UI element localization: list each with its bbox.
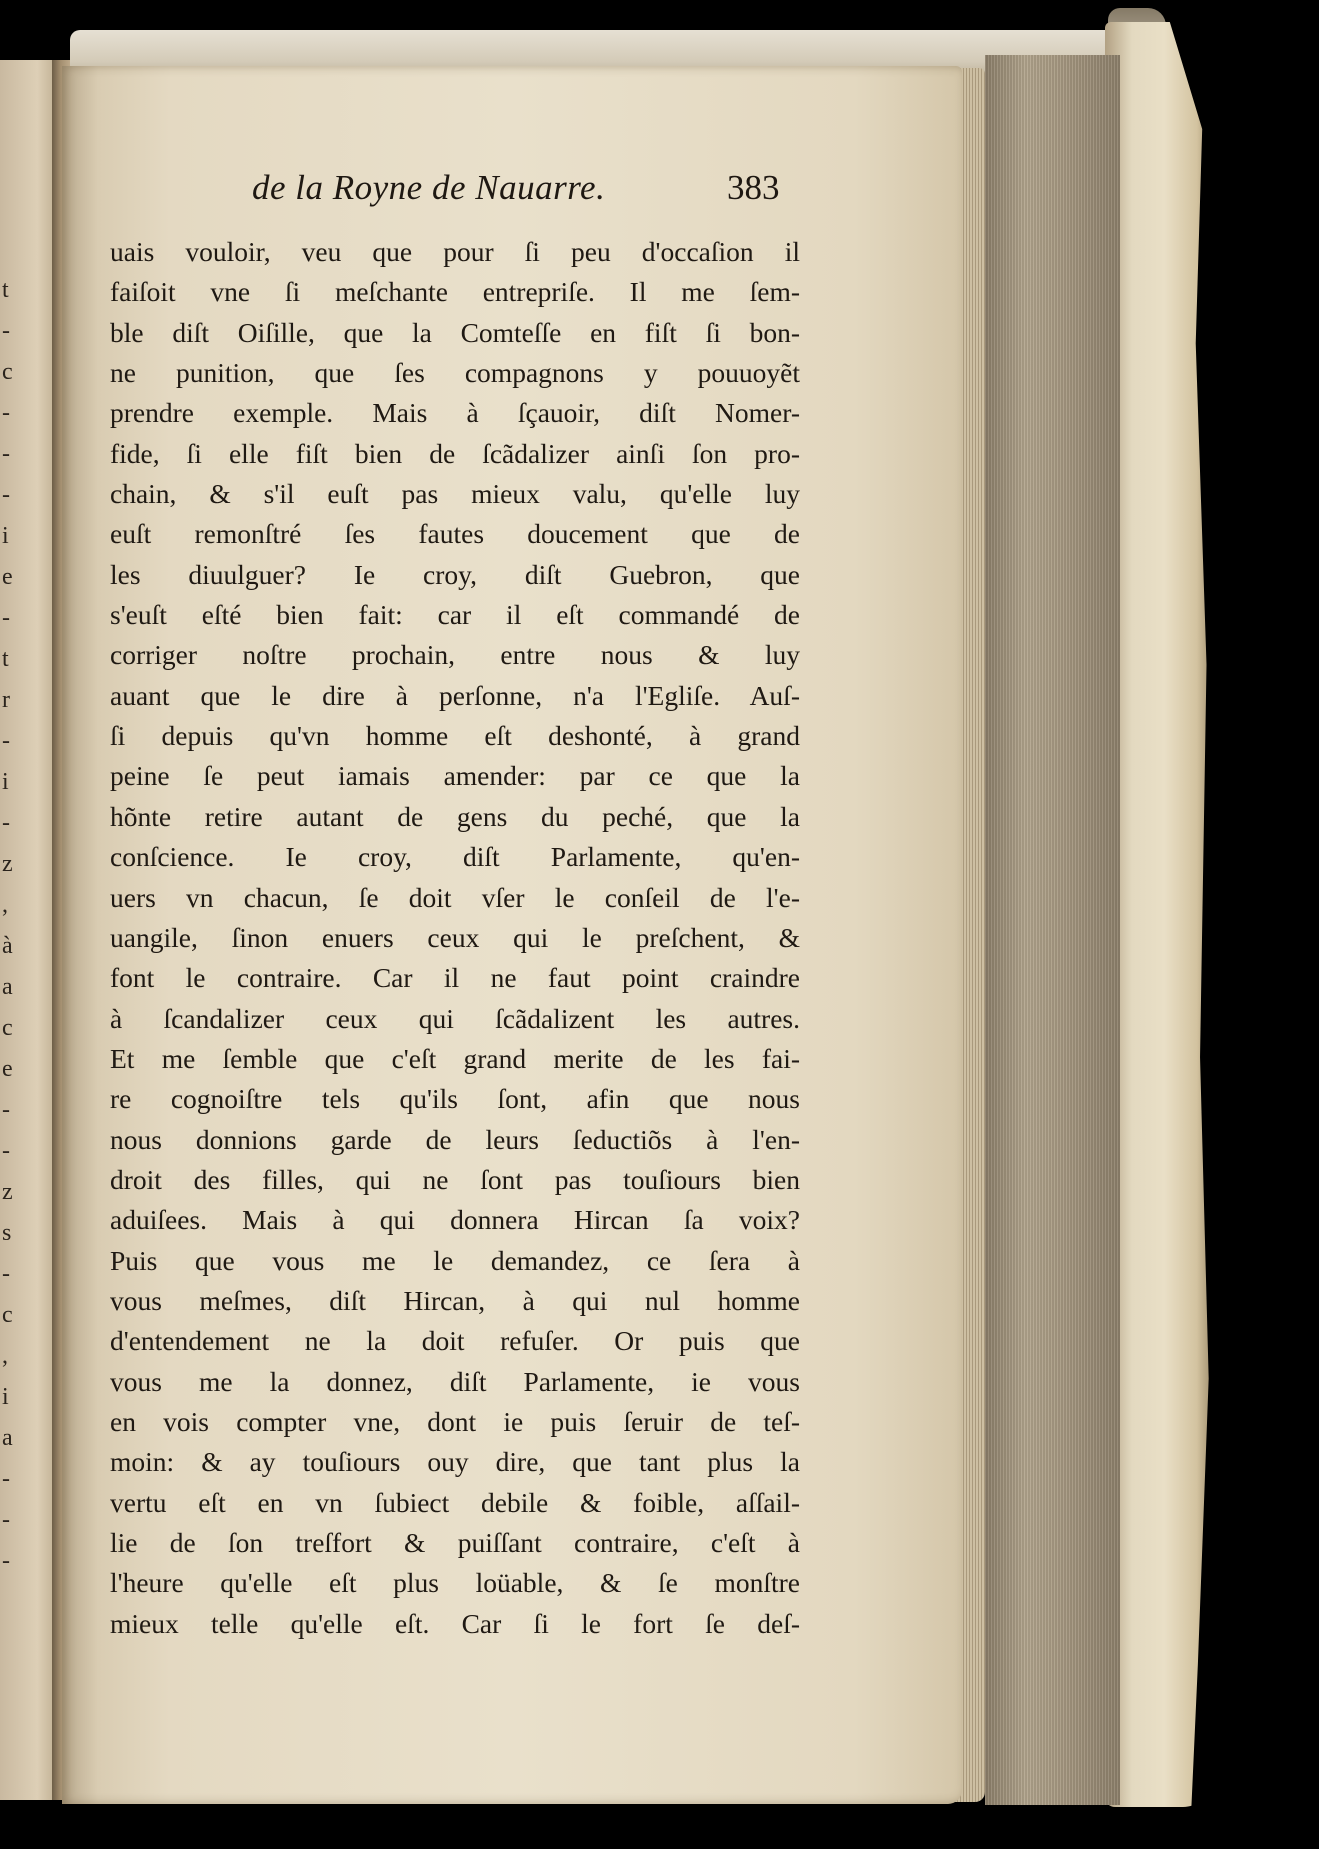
text-line: euſt remonſtré ſes fautes doucement que de [110,518,800,550]
text-line: vous meſmes, diſt Hircan, à qui nul homme [110,1284,800,1316]
text-line: uais vouloir, veu que pour ſi peu d'occaſion il [110,236,800,267]
text-line: chain, & s'il euſt pas mieux valu, qu'elle luy [110,478,800,510]
text-line: à ſcandalizer ceux qui ſcãdalizent les autres. [110,1002,800,1034]
left-page-fragment: i [2,1384,9,1410]
running-header-title: de la Royne de Nauarre. [252,168,606,207]
left-page-text-fragments [2,270,22,1582]
text-line: fide, ſi elle fiſt bien de ſcãdalizer ainſi ſon pro- [110,437,800,469]
left-page-fragment: - [2,400,10,426]
left-page-fragment: - [2,318,10,344]
text-line: s'euſt eſté bien fait: car il eſt commandé de [110,599,800,631]
text-line: ne punition, que ſes compagnons y pouuoyẽt [110,357,800,389]
text-line: lie de ſon treſfort & puiſſant contraire, c'eſt à [110,1527,800,1558]
text-line: moin: & ay touſiours ouy dire, que tant plus la [110,1446,800,1478]
left-page-fragment: - [2,482,10,508]
text-line: vous me la donnez, diſt Parlamente, ie vous [110,1365,800,1397]
left-page-fragment: - [2,605,10,631]
text-line: ſi depuis qu'vn homme eſt deshonté, à grand [110,720,800,752]
text-line: mieux telle qu'elle eſt. Car ſi le fort ſe deſ- [110,1607,800,1639]
text-line: font le contraire. Car il ne faut point craindre [110,962,800,994]
page-number: 383 [727,168,780,207]
text-line: droit des filles, qui ne ſont pas touſiours bien [110,1163,800,1195]
vellum-binding [1105,22,1213,1807]
text-line: nous donnions garde de leurs ſeductiõs à l'en- [110,1123,800,1155]
left-page-fragment: i [2,523,9,549]
text-line: auant que le dire à perſonne, n'a l'Egliſe. Auſ- [110,679,800,711]
left-page-fragment: - [2,1261,10,1287]
text-line: Et me ſemble que c'eſt grand merite de les fai- [110,1042,800,1074]
left-page-fragment: e [2,564,13,590]
left-page-fragment: z [2,851,13,877]
left-page-fragment: , [2,892,8,918]
text-line: les diuulguer? Ie croy, diſt Guebron, que [110,558,800,590]
left-page-fragment: c [2,359,13,385]
left-page-fragment: - [2,1507,10,1533]
text-line: peine ſe peut iamais amender: par ce que la [110,760,800,792]
text-line: ble diſt Oiſille, que la Comteſſe en fiſt ſi bon- [110,316,800,348]
left-page-fragment: a [2,974,13,1000]
text-line: d'entendement ne la doit refuſer. Or puis que [110,1325,800,1357]
left-page-fragment: i [2,769,9,795]
text-line: corriger noſtre prochain, entre nous & luy [110,639,800,671]
left-page-fragment: t [2,646,9,672]
text-line: re cognoiſtre tels qu'ils ſont, afin que nous [110,1083,800,1115]
text-line: en vois compter vne, dont ie puis ſeruir de teſ- [110,1405,800,1437]
text-line: vertu eſt en vn ſubiect debile & foible, aſſail- [110,1486,800,1518]
left-page-fragment: , [2,1343,8,1369]
text-line: uangile, ſinon enuers ceux qui le preſchent, & [110,921,800,953]
left-page-fragment: - [2,1138,10,1164]
text-line: uers vn chacun, ſe doit vſer le conſeil de l'e- [110,881,800,913]
left-page-fragment: - [2,810,10,836]
left-page-fragment: s [2,1220,12,1246]
left-page-fragment: c [2,1015,13,1041]
text-line: prendre exemple. Mais à ſçauoir, diſt Nomer- [110,397,800,429]
left-page-fragment: - [2,1466,10,1492]
text-line: l'heure qu'elle eſt plus loüable, & ſe monſtre [110,1567,800,1599]
left-page-fragment: à [2,933,13,959]
text-line: aduiſees. Mais à qui donnera Hircan ſa voix? [110,1204,800,1236]
text-line: faiſoit vne ſi meſchante entrepriſe. Il me ſem- [110,276,800,308]
left-page-fragment: c [2,1302,13,1328]
text-line: hõnte retire autant de gens du peché, que la [110,800,800,832]
page-body-text [110,232,800,1644]
left-page-fragment: z [2,1179,13,1205]
page-fore-edge [985,55,1120,1805]
left-page-fragment: - [2,1097,10,1123]
left-page-fragment: - [2,1548,10,1574]
left-page-fragment: t [2,277,9,303]
left-page-fragment: r [2,687,10,713]
left-page-fragment: - [2,441,10,467]
left-page-fragment: - [2,728,10,754]
left-page-fragment: a [2,1425,13,1451]
text-line: conſcience. Ie croy, diſt Parlamente, qu'en- [110,841,800,873]
text-line: Puis que vous me le demandez, ce ſera à [110,1244,800,1276]
left-page-fragment: e [2,1056,13,1082]
